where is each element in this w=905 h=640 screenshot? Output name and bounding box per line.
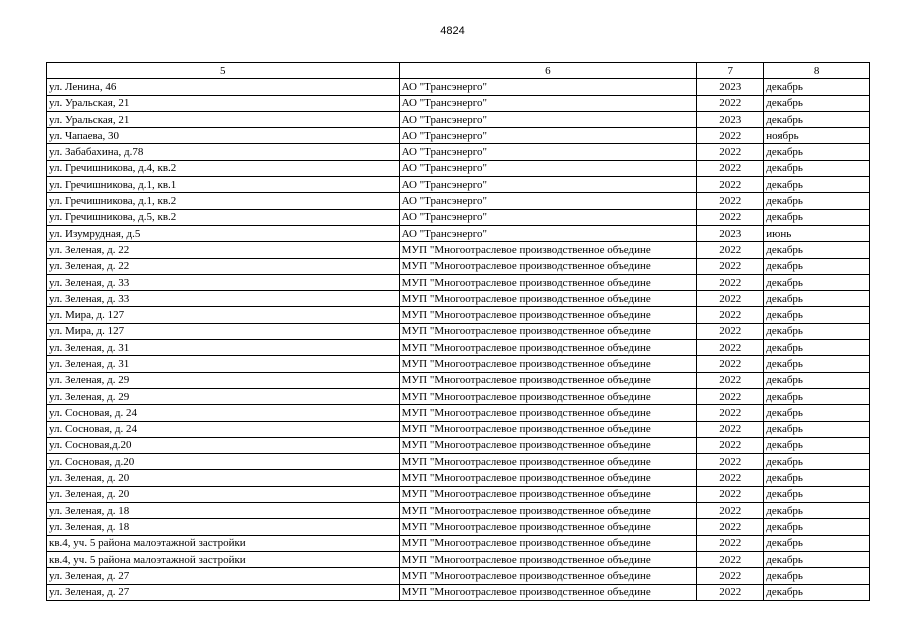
table-row [47, 111, 870, 127]
organization-cell: МУП "Многоотраслевое производственное объедине [399, 584, 697, 600]
table-row [47, 584, 870, 600]
address-cell: ул. Забабахина, д.78 [47, 144, 400, 160]
table-row [47, 568, 870, 584]
year-cell: 2022 [697, 470, 764, 486]
header-col-year: 7 [697, 63, 764, 79]
table-row [47, 144, 870, 160]
address-cell: ул. Зеленая, д. 20 [47, 486, 400, 502]
address-cell: кв.4, уч. 5 района малоэтажной застройки [47, 535, 400, 551]
year-cell: 2022 [697, 503, 764, 519]
address-cell: ул. Сосновая, д. 24 [47, 405, 400, 421]
table-row [47, 405, 870, 421]
organization-cell: АО "Трансэнерго" [399, 128, 697, 144]
table-row [47, 193, 870, 209]
table-row [47, 437, 870, 453]
organization-cell: МУП "Многоотраслевое производственное объедине [399, 519, 697, 535]
month-cell: декабрь [764, 551, 870, 567]
address-cell: ул. Зеленая, д. 31 [47, 340, 400, 356]
address-cell: ул. Мира, д. 127 [47, 323, 400, 339]
year-cell: 2022 [697, 291, 764, 307]
organization-cell: МУП "Многоотраслевое производственное объедине [399, 372, 697, 388]
organization-cell: МУП "Многоотраслевое производственное объедине [399, 340, 697, 356]
year-cell: 2022 [697, 454, 764, 470]
address-cell: ул. Зеленая, д. 18 [47, 519, 400, 535]
organization-cell: АО "Трансэнерго" [399, 193, 697, 209]
address-cell: ул. Зеленая, д. 31 [47, 356, 400, 372]
month-cell: декабрь [764, 519, 870, 535]
table-row [47, 323, 870, 339]
month-cell: декабрь [764, 209, 870, 225]
year-cell: 2022 [697, 340, 764, 356]
month-cell: декабрь [764, 242, 870, 258]
organization-cell: АО "Трансэнерго" [399, 209, 697, 225]
table-row [47, 258, 870, 274]
address-cell: ул. Зеленая, д. 22 [47, 258, 400, 274]
address-cell: ул. Уральская, 21 [47, 111, 400, 127]
address-cell: ул. Гречишникова, д.1, кв.1 [47, 177, 400, 193]
year-cell: 2022 [697, 356, 764, 372]
month-cell: декабрь [764, 258, 870, 274]
table-row [47, 421, 870, 437]
header-col-month: 8 [764, 63, 870, 79]
table-row [47, 225, 870, 241]
year-cell: 2022 [697, 177, 764, 193]
organization-cell: АО "Трансэнерго" [399, 95, 697, 111]
organization-cell: АО "Трансэнерго" [399, 144, 697, 160]
address-cell: ул. Гречишникова, д.1, кв.2 [47, 193, 400, 209]
year-cell: 2022 [697, 551, 764, 567]
organization-cell: МУП "Многоотраслевое производственное объедине [399, 437, 697, 453]
year-cell: 2022 [697, 568, 764, 584]
organization-cell: МУП "Многоотраслевое производственное объедине [399, 535, 697, 551]
table-row [47, 95, 870, 111]
month-cell: ноябрь [764, 128, 870, 144]
address-cell: ул. Сосновая, д. 24 [47, 421, 400, 437]
month-cell: декабрь [764, 372, 870, 388]
table-row [47, 486, 870, 502]
table-row [47, 356, 870, 372]
month-cell: декабрь [764, 160, 870, 176]
month-cell: декабрь [764, 144, 870, 160]
organization-cell: АО "Трансэнерго" [399, 79, 697, 95]
address-cell: ул. Сосновая, д.20 [47, 454, 400, 470]
month-cell: декабрь [764, 470, 870, 486]
address-cell: кв.4, уч. 5 района малоэтажной застройки [47, 551, 400, 567]
address-cell: ул. Зеленая, д. 18 [47, 503, 400, 519]
table-row [47, 388, 870, 404]
organization-cell: МУП "Многоотраслевое производственное объедине [399, 323, 697, 339]
organization-cell: МУП "Многоотраслевое производственное объедине [399, 486, 697, 502]
table-row [47, 291, 870, 307]
year-cell: 2022 [697, 323, 764, 339]
month-cell: декабрь [764, 356, 870, 372]
table-row [47, 503, 870, 519]
month-cell: декабрь [764, 535, 870, 551]
table-row [47, 209, 870, 225]
month-cell: декабрь [764, 111, 870, 127]
month-cell: декабрь [764, 95, 870, 111]
year-cell: 2023 [697, 79, 764, 95]
organization-cell: МУП "Многоотраслевое производственное объедине [399, 242, 697, 258]
table-row [47, 551, 870, 567]
year-cell: 2022 [697, 405, 764, 421]
address-cell: ул. Сосновая,д.20 [47, 437, 400, 453]
year-cell: 2022 [697, 144, 764, 160]
organization-cell: МУП "Многоотраслевое производственное объедине [399, 421, 697, 437]
address-cell: ул. Гречишникова, д.4, кв.2 [47, 160, 400, 176]
month-cell: декабрь [764, 79, 870, 95]
month-cell: декабрь [764, 584, 870, 600]
organization-cell: МУП "Многоотраслевое производственное объедине [399, 503, 697, 519]
month-cell: декабрь [764, 454, 870, 470]
year-cell: 2022 [697, 160, 764, 176]
month-cell: декабрь [764, 323, 870, 339]
organization-cell: АО "Трансэнерго" [399, 177, 697, 193]
header-col-organization: 6 [399, 63, 697, 79]
month-cell: декабрь [764, 193, 870, 209]
month-cell: декабрь [764, 274, 870, 290]
month-cell: декабрь [764, 177, 870, 193]
table-row [47, 519, 870, 535]
address-cell: ул. Ленина, 46 [47, 79, 400, 95]
organization-cell: МУП "Многоотраслевое производственное объедине [399, 307, 697, 323]
month-cell: декабрь [764, 486, 870, 502]
address-cell: ул. Зеленая, д. 29 [47, 372, 400, 388]
year-cell: 2022 [697, 209, 764, 225]
organization-cell: АО "Трансэнерго" [399, 160, 697, 176]
table-row [47, 535, 870, 551]
year-cell: 2022 [697, 372, 764, 388]
registry-table [46, 62, 870, 601]
year-cell: 2022 [697, 388, 764, 404]
year-cell: 2022 [697, 128, 764, 144]
address-cell: ул. Зеленая, д. 27 [47, 584, 400, 600]
address-cell: ул. Зеленая, д. 29 [47, 388, 400, 404]
table-body [47, 79, 870, 601]
month-cell: декабрь [764, 291, 870, 307]
month-cell: декабрь [764, 405, 870, 421]
year-cell: 2022 [697, 242, 764, 258]
month-cell: июнь [764, 225, 870, 241]
month-cell: декабрь [764, 340, 870, 356]
year-cell: 2022 [697, 421, 764, 437]
table-row [47, 274, 870, 290]
table-row [47, 454, 870, 470]
header-row [47, 63, 870, 79]
address-cell: ул. Зеленая, д. 20 [47, 470, 400, 486]
month-cell: декабрь [764, 421, 870, 437]
month-cell: декабрь [764, 388, 870, 404]
table-row [47, 372, 870, 388]
year-cell: 2022 [697, 193, 764, 209]
year-cell: 2022 [697, 95, 764, 111]
address-cell: ул. Чапаева, 30 [47, 128, 400, 144]
address-cell: ул. Мира, д. 127 [47, 307, 400, 323]
organization-cell: АО "Трансэнерго" [399, 225, 697, 241]
month-cell: декабрь [764, 503, 870, 519]
month-cell: декабрь [764, 568, 870, 584]
page-number: 4824 [440, 25, 465, 37]
address-cell: ул. Уральская, 21 [47, 95, 400, 111]
table-row [47, 128, 870, 144]
organization-cell: МУП "Многоотраслевое производственное объедине [399, 291, 697, 307]
year-cell: 2022 [697, 535, 764, 551]
year-cell: 2022 [697, 584, 764, 600]
table-row [47, 79, 870, 95]
table-row [47, 340, 870, 356]
address-cell: ул. Зеленая, д. 27 [47, 568, 400, 584]
table-row [47, 242, 870, 258]
year-cell: 2022 [697, 486, 764, 502]
month-cell: декабрь [764, 307, 870, 323]
year-cell: 2023 [697, 111, 764, 127]
organization-cell: МУП "Многоотраслевое производственное объедине [399, 551, 697, 567]
table-row [47, 160, 870, 176]
month-cell: декабрь [764, 437, 870, 453]
address-cell: ул. Зеленая, д. 22 [47, 242, 400, 258]
organization-cell: АО "Трансэнерго" [399, 111, 697, 127]
year-cell: 2023 [697, 225, 764, 241]
address-cell: ул. Зеленая, д. 33 [47, 291, 400, 307]
organization-cell: МУП "Многоотраслевое производственное объедине [399, 405, 697, 421]
year-cell: 2022 [697, 307, 764, 323]
year-cell: 2022 [697, 519, 764, 535]
year-cell: 2022 [697, 274, 764, 290]
table-row [47, 177, 870, 193]
year-cell: 2022 [697, 258, 764, 274]
header-col-address: 5 [47, 63, 400, 79]
organization-cell: МУП "Многоотраслевое производственное объедине [399, 568, 697, 584]
organization-cell: МУП "Многоотраслевое производственное объедине [399, 454, 697, 470]
table-row [47, 307, 870, 323]
organization-cell: МУП "Многоотраслевое производственное объедине [399, 388, 697, 404]
address-cell: ул. Зеленая, д. 33 [47, 274, 400, 290]
organization-cell: МУП "Многоотраслевое производственное объедине [399, 274, 697, 290]
address-cell: ул. Гречишникова, д.5, кв.2 [47, 209, 400, 225]
year-cell: 2022 [697, 437, 764, 453]
organization-cell: МУП "Многоотраслевое производственное объедине [399, 470, 697, 486]
organization-cell: МУП "Многоотраслевое производственное объедине [399, 258, 697, 274]
address-cell: ул. Изумрудная, д.5 [47, 225, 400, 241]
table-row [47, 470, 870, 486]
organization-cell: МУП "Многоотраслевое производственное объедине [399, 356, 697, 372]
